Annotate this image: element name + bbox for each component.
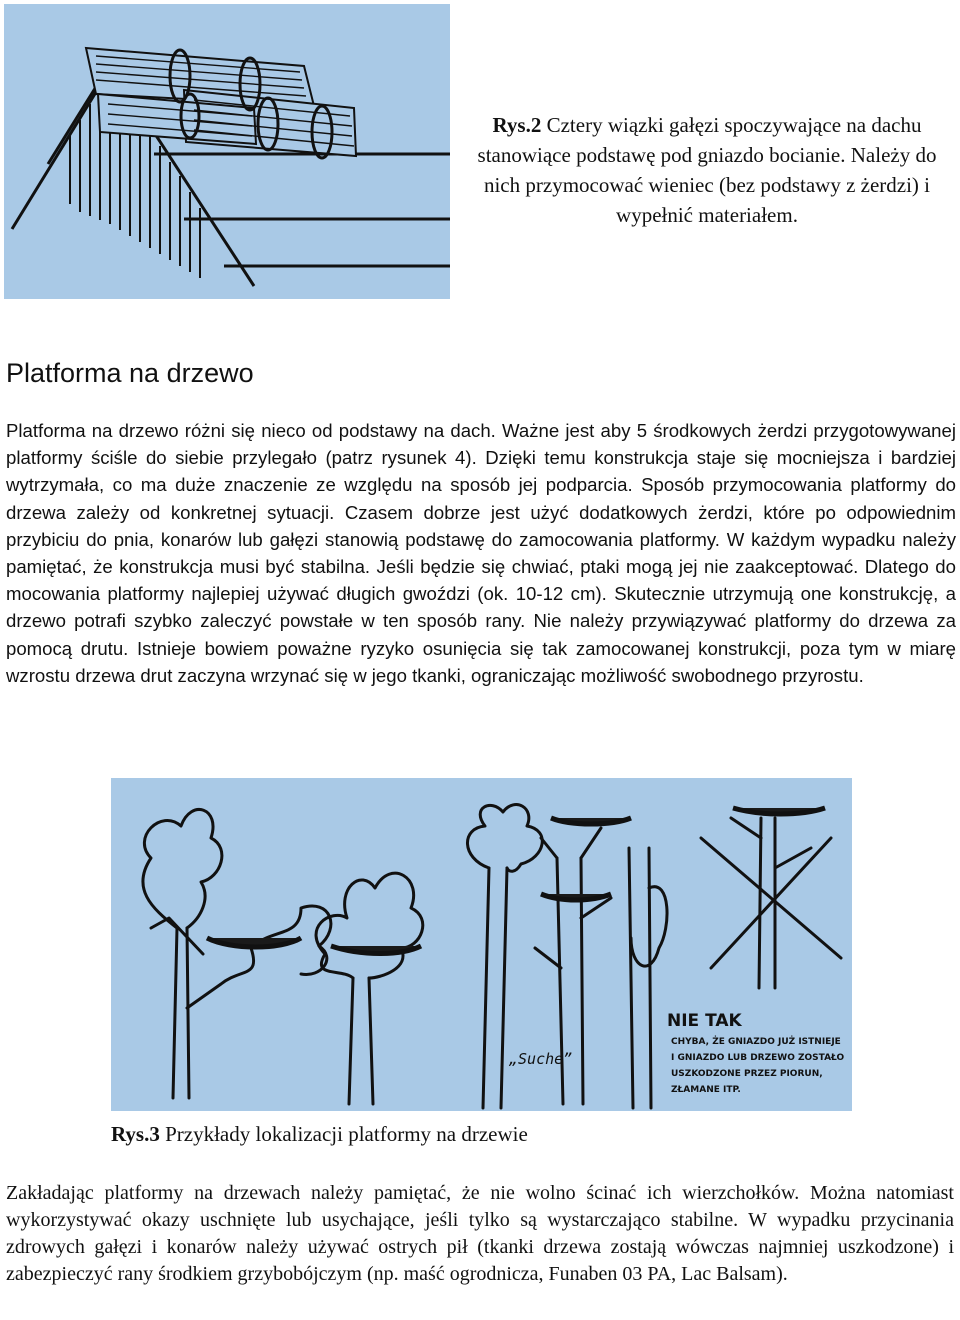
roof-bundles-illustration <box>4 4 450 299</box>
caption-text: Przykłady lokalizacji platformy na drzewie <box>159 1122 528 1146</box>
caption-label: Rys.2 <box>492 113 542 137</box>
label-suche: „Suche” <box>509 1050 573 1068</box>
tree-platforms-illustration <box>111 778 852 1111</box>
section-paragraph: Platforma na drzewo różni się nieco od podstawy na dach. Ważne jest aby 5 środkowych żerdzi przygotowywanej platformy ściśle do siebie przylegało (patrz rysunek 4). Dzięki temu konstrukcja staje się mocniejsza i bardziej wytrzymała, co ma duże znaczenie ze względu na sposób jej podparcia. Sposób przymocowania platformy do drzewa zależy od konkretnej sytuacji. Czasem dobrze jest użyć dodatkowych żerdzi, które po odpowiednim przybiciu do pnia, konarów lub gałęzi stanowią podstawę do zamocowania platformy. W każdym wypadku należy pamiętać, że konstrukcja musi być stabilna. Jeśli będzie się chwiać, ptaki mogą jej nie zaakceptować. Dlatego do mocowania platformy najlepiej używać długich gwoździ (ok. 10-12 cm). Skutecznie utrzymują one konstrukcję, a drzewo potrafi szybko zaleczyć powstałe w ten sposób rany. Nie należy przywiązywać platformy do drzewa za pomocą drutu. Istnieje bowiem poważne ryzyko osunięcia się tak zamocowanej konstrukcji, poza tym w miarę wzrostu drzewa drut zaczyna wrzynać się w jego tkanki, ograniczając możliwość swobodnego przyrostu. <box>6 420 956 686</box>
caption-text: Cztery wiązki gałęzi spoczywające na dachu stanowiące podstawę pod gniazdo bocianie. Należy do nich przymocować wieniec (bez podstawy z żerdzi) i wypełnić materiałem. <box>477 113 937 227</box>
closing-paragraph: Zakładając platformy na drzewach należy pamiętać, że nie wolno ścinać ich wierzchołków. Można natomiast wykorzystywać okazy uschnięte lub usychające, jeśli tylko są wystarczająco stabilne. W wypadku przycinania zdrowych gałęzi i konarów należy używać ostrych pił (tkanki drzewa zostają wówczas najmniej uszkodzone) i zabezpieczyć rany środkiem grzybobójczym (np. maść ogrodnicza, Funaben 03 PA, Lac Balsam). <box>6 1182 954 1285</box>
note-line: CHYBA, ŻE GNIAZDO JUŻ ISTNIEJE <box>671 1037 841 1047</box>
figure-caption-rys3 <box>111 1122 528 1147</box>
label-nie-tak: NIE TAK <box>667 1011 742 1031</box>
caption-label: Rys.3 <box>111 1122 160 1146</box>
tree-platforms-figure <box>111 778 852 1111</box>
note-line: USZKODZONE PRZEZ PIORUN, <box>671 1069 823 1079</box>
roof-bundles-figure <box>4 4 450 299</box>
section-heading: Platforma na drzewo <box>6 358 254 388</box>
figure-caption-rys2 <box>462 110 952 230</box>
note-line: I GNIAZDO LUB DRZEWO ZOSTAŁO <box>671 1053 845 1063</box>
note-line: ZŁAMANE ITP. <box>671 1085 741 1095</box>
